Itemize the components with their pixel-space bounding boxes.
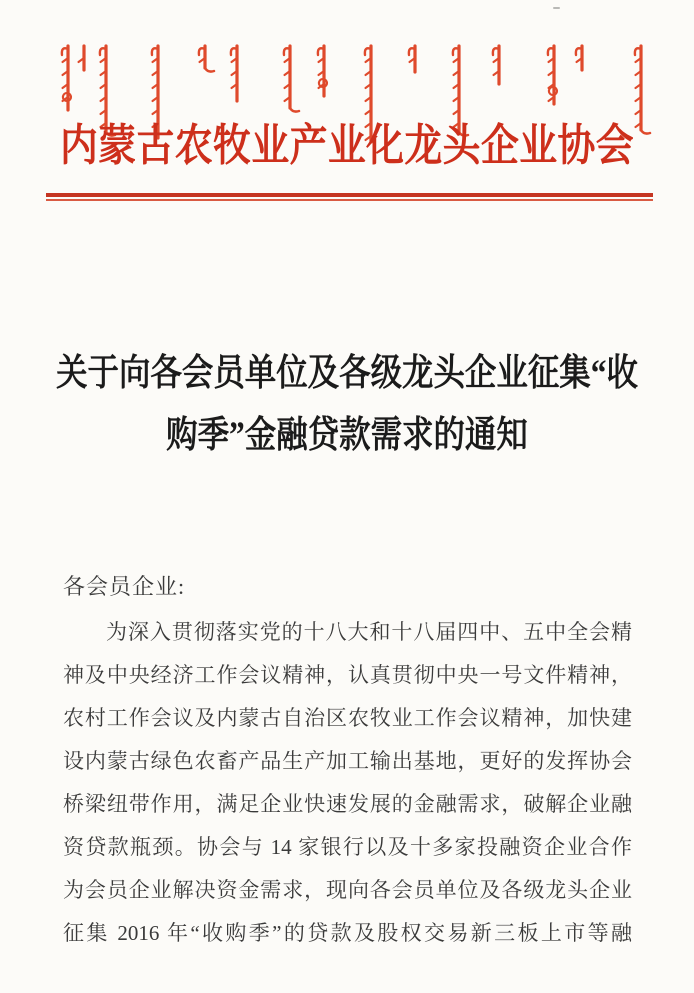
body-line: 桥梁纽带作用，满足企业快速发展的金融需求，破解企业融 [63,792,632,816]
divider-thin-line [46,199,653,201]
org-name-heading: 内蒙古农牧业产业化龙头企业协会 [59,121,635,170]
body-line: 神及中央经济工作会议精神，认真贯彻中央一号文件精神， [63,663,632,687]
header-divider [46,193,653,201]
body-line: 为会员企业解决资金需求，现向各会员单位及各级龙头企业 [63,878,632,902]
body-paragraph [63,611,632,955]
scan-artifact [553,7,560,9]
body-line: 为深入贯彻落实党的十八大和十八届四中、五中全会精 [106,620,632,644]
body-line: 资贷款瓶颈。协会与 14 家银行以及十多家投融资企业合作 [63,835,632,859]
salutation: 各会员企业: [63,574,186,599]
body-line: 设内蒙古绿色农畜产品生产加工输出基地，更好的发挥协会 [63,749,632,773]
document-title-line2: 购季”金融贷款需求的通知 [166,415,528,456]
document-title-line1: 关于向各会员单位及各级龙头企业征集“收 [56,353,638,394]
body-line: 农村工作会议及内蒙古自治区农牧业工作会议精神，加快建 [63,706,632,730]
body-line: 征集 2016 年“收购季”的贷款及股权交易新三板上市等融 [63,921,632,945]
divider-thick-line [46,193,653,197]
